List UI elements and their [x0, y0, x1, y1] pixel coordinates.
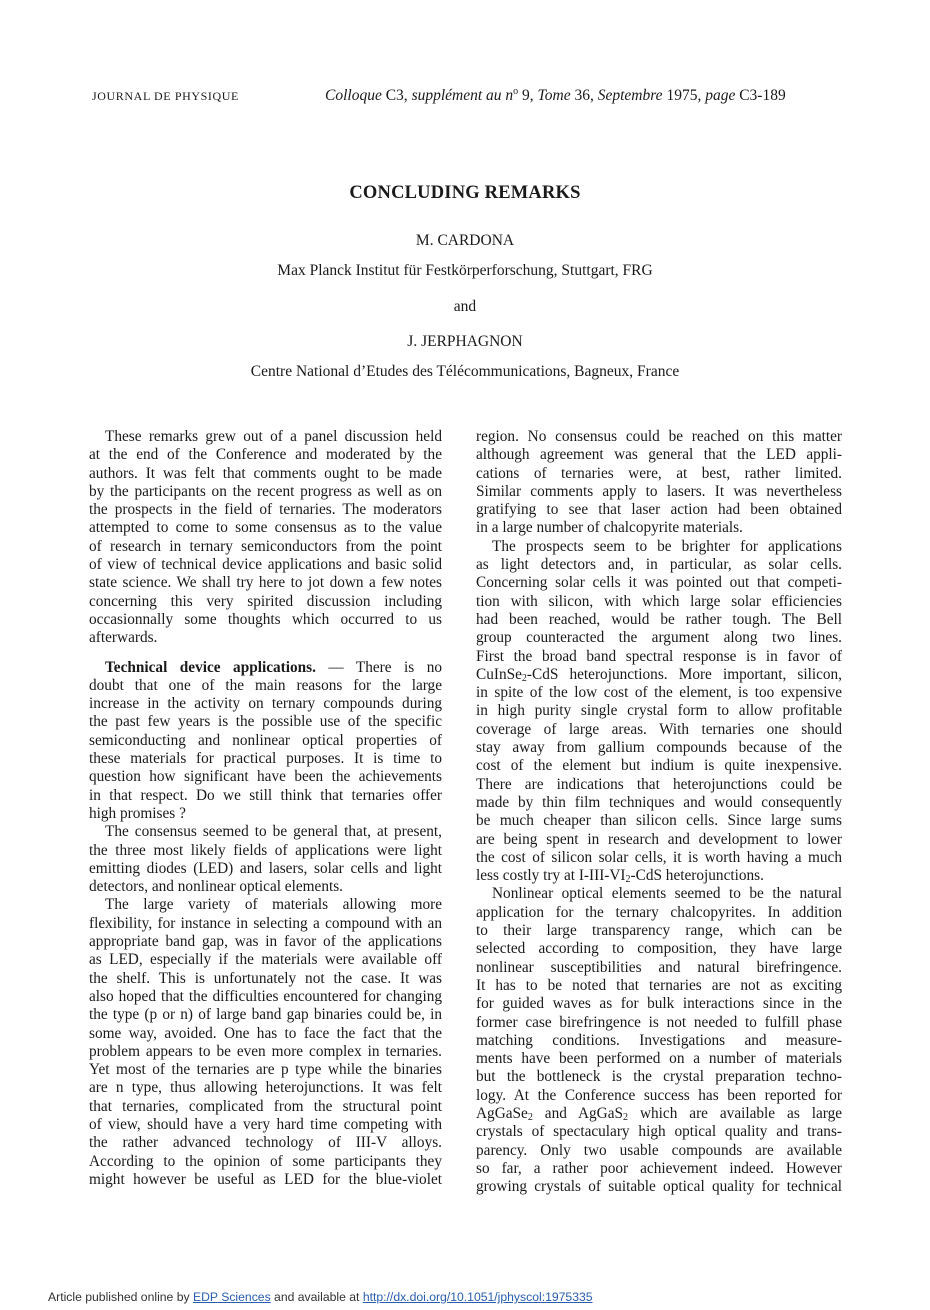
- text-line: problem appears to be even more complex in ternaries.: [89, 1042, 442, 1060]
- text-line: for guided waves as for bulk interactions since in the: [476, 995, 842, 1013]
- text-line: detectors, and nonlinear optical elements.: [89, 878, 344, 896]
- text-line: increase in the activity on ternary compounds during: [89, 695, 442, 713]
- citation-part: supplément au n: [411, 87, 514, 105]
- text-line: There are indications that heterojunctions could be: [476, 775, 842, 793]
- citation-part: C3-189: [735, 87, 786, 105]
- citation-part: Colloque: [325, 87, 382, 105]
- citation-part: Tome: [537, 87, 571, 105]
- citation-part: C3,: [381, 87, 412, 105]
- footer-text: and available at: [270, 1290, 363, 1304]
- citation-part: 9,: [518, 87, 538, 105]
- text-line: matching conditions. Investigations and measure-: [476, 1031, 842, 1049]
- text-line: by the participants on the recent progress as well as on: [89, 482, 442, 500]
- text-line: The prospects seem to be brighter for applications: [492, 537, 842, 555]
- citation-part: 1975,: [662, 87, 706, 105]
- text-line: of research in ternary semiconductors from the point: [89, 537, 442, 555]
- text-line: parency. Only two usable compounds are available: [476, 1141, 842, 1159]
- text-line: tion with silicon, with which large solar efficiencies: [476, 592, 842, 610]
- text-line: to their large transparency range, which can be: [476, 922, 842, 940]
- text-line: as light detectors and, in particular, as solar cells.: [476, 556, 842, 574]
- text-line: application for the ternary chalcopyrites. In addition: [476, 903, 842, 921]
- text-line: CuInSe$_2$-CdS heterojunctions. More important, silicon,: [476, 665, 842, 684]
- text-line: coverage of large areas. With ternaries one should: [476, 720, 842, 738]
- paragraph-applications: [89, 677, 442, 823]
- text-line: cations of ternaries were, at best, rather limited.: [476, 464, 842, 482]
- affiliation-1: Max Planck Institut für Festkörperforschung, Stuttgart, FRG: [277, 262, 653, 279]
- text-line: of view of technical device applications and basic solid: [89, 556, 442, 574]
- text-line: nonlinear susceptibilities and natural birefringence.: [476, 958, 842, 976]
- citation-part: page: [705, 87, 736, 105]
- text-line: of view, should have a very hard time competing with: [89, 1115, 442, 1133]
- text-line: growing crystals of suitable optical quality for technical: [476, 1178, 842, 1196]
- text-line: afterwards.: [89, 629, 158, 647]
- section-heading-line: [89, 659, 442, 677]
- text-line: doubt that one of the main reasons for the large: [89, 676, 442, 694]
- text-line: These remarks grew out of a panel discussion held: [105, 428, 442, 445]
- paragraph-intro: [89, 428, 442, 648]
- citation-part: 36,: [570, 87, 598, 105]
- text-line: high promises ?: [89, 804, 186, 822]
- citation-part: o: [513, 86, 519, 97]
- text-line: the three most likely fields of applications were light: [89, 841, 442, 859]
- text-line: It has to be noted that ternaries are not as exciting: [476, 976, 842, 994]
- text-line: but the bottleneck is the crystal preparation techno-: [476, 1068, 842, 1086]
- text-line: had been reached, would be rather tough. The Bell: [476, 610, 842, 628]
- text-line: former case birefringence is not needed to fulfill phase: [476, 1013, 842, 1031]
- text-line: so far, a rather poor achievement indeed. However: [476, 1159, 842, 1177]
- paper-title: CONCLUDING REMARKS: [349, 183, 581, 203]
- paragraph-nonlinear: [476, 885, 842, 1105]
- text-line: be much cheaper than silicon cells. Since large sums: [476, 812, 842, 830]
- text-line: in spite of the low cost of the element, is too expensive: [476, 684, 842, 702]
- text-line: Nonlinear optical elements seemed to be the natural: [492, 885, 842, 903]
- publisher-link[interactable]: EDP Sciences: [192, 1290, 271, 1304]
- text-line: First the broad band spectral response is in favor of: [476, 647, 842, 665]
- and-separator: and: [453, 298, 477, 315]
- text-line: appropriate band gap, was in favor of the applications: [89, 933, 442, 951]
- text-line: According to the opinion of some participants they: [89, 1152, 442, 1170]
- text-line: these materials for practical purposes. It is time to: [89, 750, 442, 768]
- text-line: group counteracted the argument along two lines.: [476, 629, 842, 647]
- paragraph-solar-cells-cont: [476, 684, 842, 867]
- text-line: emitting diodes (LED) and lasers, solar cells and light: [89, 859, 442, 877]
- text-line: made by thin film techniques and would consequently: [476, 793, 842, 811]
- section-heading: Technical device applications.: [105, 658, 316, 676]
- doi-link[interactable]: http://dx.doi.org/10.1051/jphyscol:1975335: [362, 1290, 593, 1304]
- left-column: [89, 428, 442, 1189]
- text-line: in high purity single crystal form to allow profitable: [476, 702, 842, 720]
- text-line: as LED, especially if the materials were available off: [89, 951, 442, 969]
- author-2: J. JERPHAGNON: [407, 333, 523, 350]
- text-line: the prospects in the field of ternaries. The moderators: [89, 501, 442, 519]
- text-line: attempted to come to some consensus as to the value: [89, 519, 442, 537]
- paragraph-solar-cells: [476, 538, 842, 666]
- text-line: question how significant have been the achievements: [89, 768, 442, 786]
- text-line: state science. We shall try here to jot down a few notes: [89, 574, 442, 592]
- text-line: might however be useful as LED for the blue-violet: [89, 1170, 442, 1188]
- text-line: — There is no: [315, 658, 443, 676]
- text-line: some way, avoided. One has to face the fact that the: [89, 1024, 442, 1042]
- paragraph-materials: [89, 896, 442, 1189]
- text-line: cost of the element but indium is quite inexpensive.: [476, 757, 842, 775]
- paragraph-consensus: [89, 823, 442, 896]
- text-line: The large variety of materials allowing more: [105, 896, 442, 914]
- text-line: the shelf. This is unfortunately not the case. It was: [89, 969, 442, 987]
- text-line: flexibility, for instance in selecting a compound with an: [89, 914, 442, 932]
- text-line: are n type, thus allowing heterojunctions. It was felt: [89, 1079, 442, 1097]
- text-line: the cost of silicon solar cells, it is worth having a much: [476, 848, 842, 866]
- text-line: occasionnally some thoughts which occurred to us: [89, 610, 442, 628]
- paragraph-led: [476, 428, 842, 538]
- text-line: logy. At the Conference success has been reported for: [476, 1086, 842, 1104]
- text-line: AgGaSe$_2$ and AgGaS$_2$ which are available as large: [476, 1104, 843, 1123]
- text-line: also hoped that the difficulties encountered for changing: [89, 987, 442, 1005]
- footer-text: Article published online by: [48, 1290, 193, 1304]
- text-line: Concerning solar cells it was pointed out that competi-: [476, 574, 842, 592]
- text-line: are being spent in research and development to lower: [476, 830, 842, 848]
- text-line: gratifying to see that laser action had been obtained: [476, 501, 842, 519]
- text-line: concerning this very spirited discussion including: [89, 592, 442, 610]
- text-line: Yet most of the ternaries are p type while the binaries: [89, 1061, 442, 1079]
- text-line: at the end of the Conference and moderated by the: [89, 446, 442, 464]
- text-line: stay away from gallium compounds because of the: [476, 739, 842, 757]
- text-line: less costly try at $I-III-VI_2$-CdS heterojunctions.: [476, 867, 764, 886]
- text-line: Similar comments apply to lasers. It was nevertheless: [476, 482, 842, 500]
- author-1: M. CARDONA: [415, 232, 515, 249]
- text-line: the past few years is the possible use of the specific: [89, 713, 442, 731]
- footer: [48, 1290, 593, 1304]
- text-line: although agreement was general that the LED appli-: [476, 446, 842, 464]
- text-line: The consensus seemed to be general that, at present,: [105, 823, 442, 841]
- text-line: the rather advanced technology of III-V alloys.: [89, 1134, 442, 1152]
- text-line: the type (p or n) of large band gap binaries could be, in: [89, 1006, 442, 1024]
- text-line: crystals of spectaculary high optical quality and trans-: [476, 1123, 842, 1141]
- right-column: [476, 428, 842, 1196]
- text-line: that ternaries, complicated from the structural point: [89, 1097, 442, 1115]
- text-line: selected according to composition, they have large: [476, 940, 842, 958]
- text-line: in a large number of chalcopyrite materials.: [476, 519, 743, 537]
- affiliation-2: Centre National d’Etudes des Télécommunications, Bagneux, France: [250, 363, 680, 380]
- citation-part: Septembre: [597, 87, 663, 105]
- citation-line: [325, 86, 786, 105]
- text-line: in that respect. Do we still think that ternaries offer: [89, 786, 442, 804]
- text-line: semiconducting and nonlinear optical properties of: [89, 731, 442, 749]
- text-line: authors. It was felt that comments ought to be made: [89, 464, 442, 482]
- text-line: region. No consensus could be reached on this matter: [476, 428, 842, 445]
- journal-name: JOURNAL DE PHYSIQUE: [92, 89, 239, 103]
- paragraph-nonlinear-cont: [476, 1123, 842, 1196]
- text-line: ments have been performed on a number of materials: [476, 1050, 842, 1068]
